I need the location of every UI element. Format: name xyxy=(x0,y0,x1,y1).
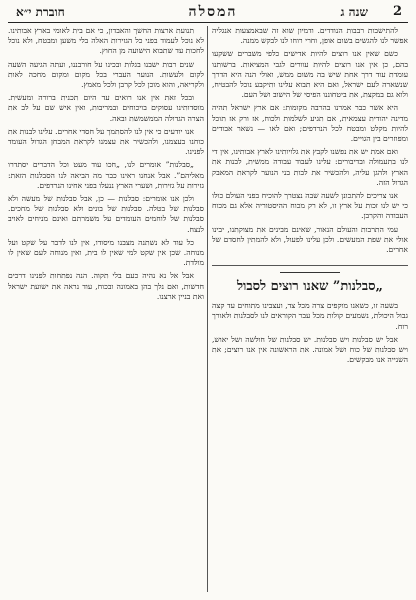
right-column xyxy=(212,26,408,594)
paragraph: כשם שאין אנו רוצים להיות אדישים כלפי משברים ששקעו בהם, כן אין אנו רוצים להיות עוורים לגבי המציאות. ברשותנו עומדת עוד דרך אחת שיש בה משום ממש, ואולי הנה היא הדרך שנשארה לעם ישראל, ואם היא תבוא עלינו ותיקבע נוכל להבטיח, ולוא גם במקצת, את ביטחוננו הפיסי של הישוב ושל העם. xyxy=(212,49,408,100)
header-rule xyxy=(8,22,408,23)
paragraph: שנים רבות ישבנו בגלות ובכינו על חורבננו, ועתה הגיעה השעה לקום ולעשות. הנוער העברי בכל מקום ומקום מחכה לאות ולקריאה, והוא מוכן לכל קרבן ולכל מאמץ. xyxy=(8,59,204,90)
article-title: „סבלנות” שאנו רוצים לסבול xyxy=(236,279,384,295)
paragraph: תנועת ארצות החשך והאבדון, כי אם בית לאומי בארץ אבותינו. לא נוכל לעמוד בפני כל הגזירות האלה בלי משען ומבטח, ולא נוכל לחכות עד שתבוא הישועה מן החוץ. xyxy=(8,26,204,56)
issue-label: חוברת י״א xyxy=(16,5,65,19)
year-label: שנה ג xyxy=(340,5,368,19)
paragraph: היא אשר כבר אמרנו בהרבה מקומות: אם ארץ ישראל תהיה מדינה יהודית עצמאית, אם תגיע לשלמות ולכוח, אז ורק אז תוכל להיות מקלט ומבטח לכל הנרדפים; ואם לאו — נשאר אבודים ומפוזרים בין הגויים. xyxy=(212,103,408,144)
page-number: 2 xyxy=(392,4,402,19)
paragraph: אנו יודעים כי אין לנו להסתמך על חסדי אחרים. עלינו לבנות את כוחנו בעצמנו, ולהכשיר את עצמנו לקראת המבחן הגדול העומד לפנינו. xyxy=(8,126,204,157)
article-heading xyxy=(212,265,408,295)
paragraph: ולכן אנו אומרים: סבלנות — כן, אבל סבלנות של מעשה ולא סבלנות של בטלה. סבלנות של בונים ולא סבלנות של מחכים. סבלנות של לוחמים העומדים על משמרתם ואינם מניחים לאויב לנצח. xyxy=(8,194,204,234)
paragraph: אנו צריכים להתכונן לשעה שבה נצטרך להוכיח בפני העולם כולו כי יש לנו זכות על ארץ זו, לא רק מכוח ההיסטוריה אלא גם מכוח העבודה והקרבן. xyxy=(212,191,408,221)
paragraph: עמי התרבות והעולם הנאור, שאינם מבינים את מצוקתנו, יבינו אולי את שפת המעשים. ולכן עלינו לפעול, ולא להמתין לחסדם של אחרים. xyxy=(212,224,408,255)
heading-rule xyxy=(280,272,340,273)
publication-title: המסלה xyxy=(188,4,238,20)
paragraph: „סבלנות” אומרים לנו, „חכו עוד מעט וכל הדברים יסתדרו מאליהם”. אבל אנחנו ראינו כבר מה הביאה לנו הסבלנות הזאת: גזירות על גזירות, ושערי הארץ ננעלו בפני אחינו הנרדפים. xyxy=(8,160,204,190)
paragraph: בשעה זו, כשאנו מוקפים צרה מכל צד, ועצבינו מתוחים עד קצה גבול היכולת, נשמעים קולות מכל עבר הקוראים לנו לסבלנות ולאורך רוח. xyxy=(212,301,408,331)
paragraph: ובכל זאת אין אנו רואים עד היום תכנית ברורה ומעשית. מוסדותינו עסוקים בויכוחים ובמריבות, ואין איש שם על לב את הצרה הגדולה הממשמשת ובאה. xyxy=(8,93,204,123)
paragraph: להתישבות רבבות הנודדים. ודמיון שוא זה שבאמצעות אנגליה אפשר לנו להגשים בשום אופן, וחרי רוחו לנו לבקש ממנה. xyxy=(212,26,408,46)
paragraph: אבל יש סבלנות ויש סבלנות. יש סבלנות של חולשה ושל יאוש, ויש סבלנות של כוח ושל אמונה. את הראשונה אין אנו רוצים; את השנייה אנו מבקשים. xyxy=(212,334,408,365)
column-divider xyxy=(207,26,208,592)
paragraph: אבל אל נא נהיה כעם בלי תקוה. הנה נפתחות לפנינו דרכים חדשות, ואם נלך בהן באמונה ובכוח, עוד נראה את ישועת ישראל ואת בניין ארצנו. xyxy=(8,271,204,301)
page-header xyxy=(8,4,408,22)
left-column xyxy=(8,26,204,594)
paragraph: ואם אמת יש את נפשנו לקבץ את גלויותינו לארץ אבותינו, אין די לנו בתעמולה ובדיבורים: עלינו לעבוד עבודה ממשית, לבנות את הארץ ולהגן עליה, ולהכשיר את לבות בני הנוער לקראת המאבק הגדול הזה. xyxy=(212,147,408,187)
paragraph: כל עוד לא נשתנה מצבנו מיסודו, אין לנו לדבר על שקט ועל מנוחה. שכן אין שקט למי שאין לו בית, ואין מנוחה לעם שאין לו מולדת. xyxy=(8,237,204,268)
